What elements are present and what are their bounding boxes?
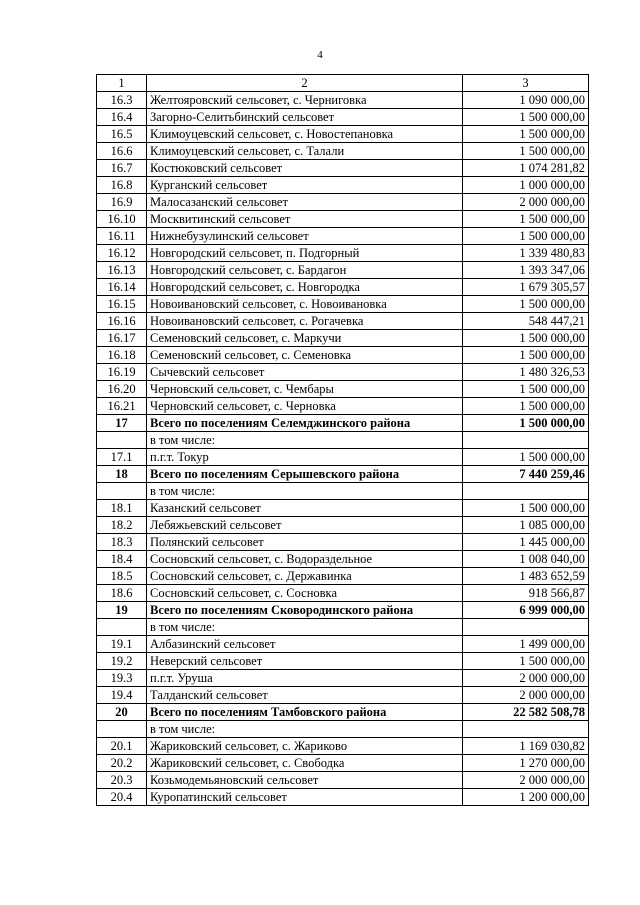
- row-number: 16.5: [97, 126, 147, 143]
- amount-value: 1 500 000,00: [463, 500, 589, 517]
- table-row: [97, 721, 589, 738]
- settlement-name: Жариковский сельсовет, с. Свободка: [147, 755, 463, 772]
- amount-value: 1 500 000,00: [463, 211, 589, 228]
- settlement-name: Черновский сельсовет, с. Черновка: [147, 398, 463, 415]
- settlement-name: Климоуцевский сельсовет, с. Новостепановка: [147, 126, 463, 143]
- amount-value: 1 500 000,00: [463, 381, 589, 398]
- table-row: [97, 109, 589, 126]
- table-row: [97, 636, 589, 653]
- amount-value: 1 169 030,82: [463, 738, 589, 755]
- table-row: [97, 687, 589, 704]
- table-row: [97, 143, 589, 160]
- settlement-name: Всего по поселениям Серышевского района: [147, 466, 463, 483]
- row-number: [97, 483, 147, 500]
- row-number: 20: [97, 704, 147, 721]
- header-col-3: 3: [463, 75, 589, 92]
- table-row: [97, 432, 589, 449]
- amount-value: 1 085 000,00: [463, 517, 589, 534]
- table-row: [97, 772, 589, 789]
- settlement-name: п.г.т. Токур: [147, 449, 463, 466]
- settlement-name: Новгородский сельсовет, с. Бардагон: [147, 262, 463, 279]
- district-total-row: [97, 704, 589, 721]
- row-number: 20.4: [97, 789, 147, 806]
- amount-value: 6 999 000,00: [463, 602, 589, 619]
- amount-value: 7 440 259,46: [463, 466, 589, 483]
- table-row: [97, 211, 589, 228]
- settlement-name: п.г.т. Уруша: [147, 670, 463, 687]
- amount-value: 1 090 000,00: [463, 92, 589, 109]
- row-number: 16.13: [97, 262, 147, 279]
- settlement-name: Всего по поселениям Сковородинского района: [147, 602, 463, 619]
- table-row: [97, 262, 589, 279]
- settlement-name: Жариковский сельсовет, с. Жариково: [147, 738, 463, 755]
- table-row: [97, 738, 589, 755]
- row-number: [97, 432, 147, 449]
- table-row: [97, 551, 589, 568]
- amount-value: 1 445 000,00: [463, 534, 589, 551]
- district-total-row: [97, 602, 589, 619]
- table-row: [97, 92, 589, 109]
- row-number: 19: [97, 602, 147, 619]
- row-number: 18.5: [97, 568, 147, 585]
- page-number: 4: [317, 49, 323, 61]
- table-row: [97, 398, 589, 415]
- row-number: 19.1: [97, 636, 147, 653]
- row-number: 16.15: [97, 296, 147, 313]
- row-number: 16.14: [97, 279, 147, 296]
- settlement-name: Нижнебузулинский сельсовет: [147, 228, 463, 245]
- row-number: 16.16: [97, 313, 147, 330]
- table-row: [97, 381, 589, 398]
- amount-value: 2 000 000,00: [463, 772, 589, 789]
- row-number: 18: [97, 466, 147, 483]
- row-number: [97, 619, 147, 636]
- row-number: 17: [97, 415, 147, 432]
- amount-value: 1 270 000,00: [463, 755, 589, 772]
- row-number: 16.17: [97, 330, 147, 347]
- settlement-name: Курганский сельсовет: [147, 177, 463, 194]
- amount-value: 1 500 000,00: [463, 143, 589, 160]
- settlement-name: в том числе:: [147, 619, 463, 636]
- amount-value: 1 499 000,00: [463, 636, 589, 653]
- amount-value: 1 393 347,06: [463, 262, 589, 279]
- settlement-name: Лебяжьевский сельсовет: [147, 517, 463, 534]
- amount-value: [463, 432, 589, 449]
- row-number: [97, 721, 147, 738]
- settlement-name: Козьмодемьяновский сельсовет: [147, 772, 463, 789]
- table-row: [97, 228, 589, 245]
- settlement-name: Полянский сельсовет: [147, 534, 463, 551]
- row-number: 16.20: [97, 381, 147, 398]
- amount-value: 1 500 000,00: [463, 330, 589, 347]
- settlement-name: Сычевский сельсовет: [147, 364, 463, 381]
- header-col-1: 1: [97, 75, 147, 92]
- table-row: [97, 449, 589, 466]
- row-number: 20.3: [97, 772, 147, 789]
- row-number: 20.2: [97, 755, 147, 772]
- table-row: [97, 585, 589, 602]
- row-number: 16.4: [97, 109, 147, 126]
- table-row: [97, 279, 589, 296]
- settlement-name: Семеновский сельсовет, с. Семеновка: [147, 347, 463, 364]
- row-number: 16.11: [97, 228, 147, 245]
- row-number: 16.8: [97, 177, 147, 194]
- table-row: [97, 483, 589, 500]
- amount-value: [463, 619, 589, 636]
- settlement-name: Неверский сельсовет: [147, 653, 463, 670]
- row-number: 19.4: [97, 687, 147, 704]
- settlement-name: Всего по поселениям Тамбовского района: [147, 704, 463, 721]
- settlement-name: Загорно-Селитьбинский сельсовет: [147, 109, 463, 126]
- row-number: 18.3: [97, 534, 147, 551]
- settlement-name: Новгородский сельсовет, п. Подгорный: [147, 245, 463, 262]
- amount-value: 1 480 326,53: [463, 364, 589, 381]
- table-row: [97, 789, 589, 806]
- amount-value: 1 500 000,00: [463, 228, 589, 245]
- allocation-table: [96, 74, 589, 806]
- amount-value: 1 500 000,00: [463, 449, 589, 466]
- amount-value: 22 582 508,78: [463, 704, 589, 721]
- row-number: 20.1: [97, 738, 147, 755]
- settlement-name: Малосазанский сельсовет: [147, 194, 463, 211]
- table-row: [97, 500, 589, 517]
- amount-value: 1 200 000,00: [463, 789, 589, 806]
- table-row: [97, 517, 589, 534]
- settlement-name: Новоивановский сельсовет, с. Рогачевка: [147, 313, 463, 330]
- amount-value: [463, 483, 589, 500]
- settlement-name: Костюковский сельсовет: [147, 160, 463, 177]
- amount-value: 1 500 000,00: [463, 347, 589, 364]
- row-number: 16.9: [97, 194, 147, 211]
- row-number: 16.18: [97, 347, 147, 364]
- amount-value: 1 339 480,83: [463, 245, 589, 262]
- amount-value: 548 447,21: [463, 313, 589, 330]
- settlement-name: в том числе:: [147, 721, 463, 738]
- table-row: [97, 568, 589, 585]
- amount-value: 1 000 000,00: [463, 177, 589, 194]
- amount-value: 1 500 000,00: [463, 109, 589, 126]
- row-number: 19.2: [97, 653, 147, 670]
- table-row: [97, 347, 589, 364]
- settlement-name: Семеновский сельсовет, с. Маркучи: [147, 330, 463, 347]
- settlement-name: Сосновский сельсовет, с. Державинка: [147, 568, 463, 585]
- settlement-name: Куропатинский сельсовет: [147, 789, 463, 806]
- settlement-name: Новоивановский сельсовет, с. Новоивановка: [147, 296, 463, 313]
- settlement-name: Москвитинский сельсовет: [147, 211, 463, 228]
- amount-value: 1 008 040,00: [463, 551, 589, 568]
- district-total-row: [97, 466, 589, 483]
- table-row: [97, 160, 589, 177]
- table-row: [97, 126, 589, 143]
- amount-value: 2 000 000,00: [463, 687, 589, 704]
- table-row: [97, 194, 589, 211]
- district-total-row: [97, 415, 589, 432]
- table-row: [97, 177, 589, 194]
- amount-value: 1 500 000,00: [463, 296, 589, 313]
- settlement-name: в том числе:: [147, 483, 463, 500]
- table-row: [97, 670, 589, 687]
- row-number: 16.6: [97, 143, 147, 160]
- settlement-name: Всего по поселениям Селемджинского района: [147, 415, 463, 432]
- table-row: [97, 313, 589, 330]
- settlement-name: в том числе:: [147, 432, 463, 449]
- settlement-name: Климоуцевский сельсовет, с. Талали: [147, 143, 463, 160]
- amount-value: 918 566,87: [463, 585, 589, 602]
- table-row: [97, 653, 589, 670]
- row-number: 18.6: [97, 585, 147, 602]
- table-row: [97, 364, 589, 381]
- row-number: 16.12: [97, 245, 147, 262]
- amount-value: 2 000 000,00: [463, 670, 589, 687]
- settlement-name: Албазинский сельсовет: [147, 636, 463, 653]
- settlement-name: Казанский сельсовет: [147, 500, 463, 517]
- amount-value: 1 483 652,59: [463, 568, 589, 585]
- row-number: 18.1: [97, 500, 147, 517]
- settlement-name: Желтояровский сельсовет, с. Черниговка: [147, 92, 463, 109]
- amount-value: 1 679 305,57: [463, 279, 589, 296]
- row-number: 19.3: [97, 670, 147, 687]
- settlement-name: Талданский сельсовет: [147, 687, 463, 704]
- row-number: 18.2: [97, 517, 147, 534]
- amount-value: 1 074 281,82: [463, 160, 589, 177]
- row-number: 16.21: [97, 398, 147, 415]
- row-number: 16.19: [97, 364, 147, 381]
- table-row: [97, 330, 589, 347]
- row-number: 17.1: [97, 449, 147, 466]
- settlement-name: Новгородский сельсовет, с. Новгородка: [147, 279, 463, 296]
- amount-value: 1 500 000,00: [463, 126, 589, 143]
- table-row: [97, 296, 589, 313]
- row-number: 16.7: [97, 160, 147, 177]
- table-row: [97, 619, 589, 636]
- row-number: 16.10: [97, 211, 147, 228]
- settlement-name: Черновский сельсовет, с. Чембары: [147, 381, 463, 398]
- settlement-name: Сосновский сельсовет, с. Сосновка: [147, 585, 463, 602]
- settlement-name: Сосновский сельсовет, с. Водораздельное: [147, 551, 463, 568]
- amount-value: 2 000 000,00: [463, 194, 589, 211]
- table-header-row: [97, 75, 589, 92]
- header-col-2: 2: [147, 75, 463, 92]
- table-body: [97, 92, 589, 806]
- amount-value: 1 500 000,00: [463, 415, 589, 432]
- amount-value: 1 500 000,00: [463, 653, 589, 670]
- amount-value: [463, 721, 589, 738]
- table-row: [97, 245, 589, 262]
- row-number: 18.4: [97, 551, 147, 568]
- table-row: [97, 755, 589, 772]
- table-row: [97, 534, 589, 551]
- amount-value: 1 500 000,00: [463, 398, 589, 415]
- row-number: 16.3: [97, 92, 147, 109]
